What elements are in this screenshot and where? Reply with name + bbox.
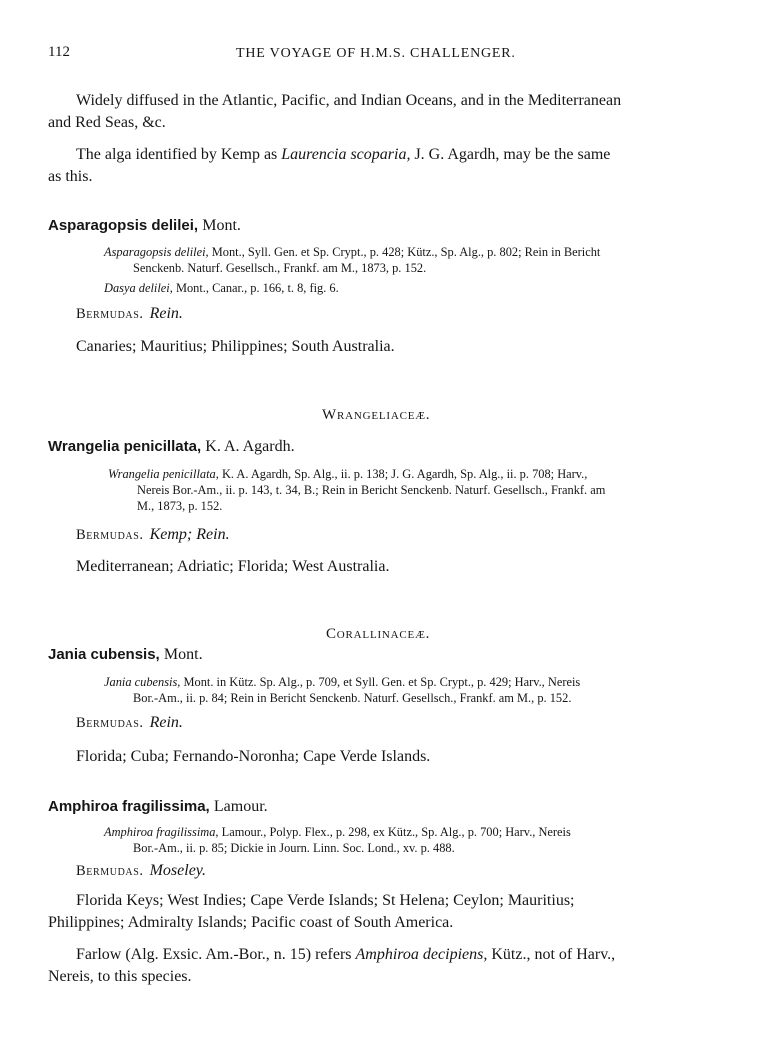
locality-amphiroa: Bermudas. Moseley. [76,862,207,879]
intro-line-3: The alga identified by Kemp as Laurencia scoparia, J. G. Agardh, may be the same [76,146,611,163]
intro-line-1: Widely diffused in the Atlantic, Pacific, and Indian Oceans, and in the Mediterranean [76,92,622,109]
species-heading-jania: Jania cubensis, Mont. [48,646,203,663]
family-heading-corallinaceae: Corallinaceæ. [326,626,431,642]
species-heading-asparagopsis: Asparagopsis delilei, Mont. [48,217,241,234]
distribution-amphiroa-1: Florida Keys; West Indies; Cape Verde Islands; St Helena; Ceylon; Mauritius; [76,892,575,909]
species-heading-wrangelia: Wrangelia penicillata, K. A. Agardh. [48,438,295,455]
note-amphiroa-1: Farlow (Alg. Exsic. Am.-Bor., n. 15) refers Amphiroa decipiens, Kütz., not of Harv., [76,946,616,963]
reference-wrangelia-1: Wrangelia penicillata, K. A. Agardh, Sp. Alg., ii. p. 138; J. G. Agardh, Sp. Alg., ii. p. 708; Harv., Nereis Bor.-Am., ii. p. 143, t. 34, B.; Rein in Bericht Senckenb. Naturf. Gesellsch., Frankf. am M., 1873, p. 152. [108,467,606,513]
distribution-wrangelia: Mediterranean; Adriatic; Florida; West Australia. [76,558,390,575]
intro-line-2: and Red Seas, &c. [48,114,166,131]
note-amphiroa-2: Nereis, to this species. [48,968,192,985]
intro-line-4: as this. [48,168,93,185]
locality-asparagopsis: Bermudas. Rein. [76,305,183,322]
reference-jania-1: Jania cubensis, Mont. in Kütz. Sp. Alg., p. 709, et Syll. Gen. et Sp. Crypt., p. 429; Harv., Nereis Bor.-Am., ii. p. 84; Rein in Bericht Senckenb. Naturf. Gesellsch., Frankf. am M., p. 152. [104,675,581,705]
page-number: 112 [48,44,70,60]
reference-amphiroa-1: Amphiroa fragilissima, Lamour., Polyp. Flex., p. 298, ex Kütz., Sp. Alg., p. 700; Harv., Nereis Bor.-Am., ii. p. 85; Dickie in Journ. Linn. Soc. Lond., xv. p. 488. [104,825,571,855]
distribution-jania: Florida; Cuba; Fernando-Noronha; Cape Verde Islands. [76,748,431,765]
locality-jania: Bermudas. Rein. [76,714,183,731]
distribution-amphiroa-2: Philippines; Admiralty Islands; Pacific coast of South America. [48,914,454,931]
running-title: THE VOYAGE OF H.M.S. CHALLENGER. [236,46,516,61]
reference-asparagopsis-2: Dasya delilei, Mont., Canar., p. 166, t. 8, fig. 6. [104,281,339,295]
locality-wrangelia: Bermudas. Kemp; Rein. [76,526,230,543]
family-heading-wrangeliaceae: Wrangeliaceæ. [322,407,431,423]
species-heading-amphiroa: Amphiroa fragilissima, Lamour. [48,798,268,815]
reference-asparagopsis-1: Asparagopsis delilei, Mont., Syll. Gen. et Sp. Crypt., p. 428; Kütz., Sp. Alg., p. 802; Rein in Bericht Senckenb. Naturf. Gesellsch., Frankf. am M., 1873, p. 152. [104,245,601,275]
distribution-asparagopsis: Canaries; Mauritius; Philippines; South Australia. [76,338,395,355]
